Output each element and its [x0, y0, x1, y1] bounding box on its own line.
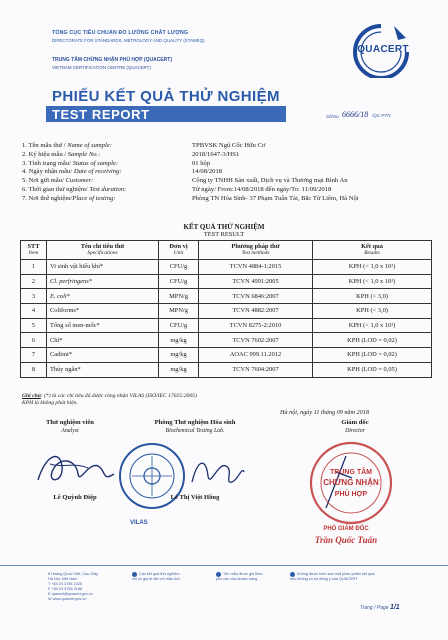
cell-item: 6 [21, 333, 47, 348]
cell-result: KPH (LOD = 0,02) [313, 348, 432, 363]
result-subtitle: TEST RESULT [203, 231, 245, 238]
header-result: Kết quả Results [313, 241, 432, 260]
header-spec: Tên chỉ tiêu thử Specifications [47, 241, 159, 260]
info-value: TPBVSK Ngũ Cốc Hữu Cơ [192, 142, 266, 149]
info-label: 6. Thời gian thử nghiệm/ Test duration: [22, 186, 127, 193]
cell-result: KPH (< 1,0 x 10¹) [313, 274, 432, 289]
info-label: 1. Tên mẫu thử / Name of sample: [22, 142, 112, 149]
doc-number-value: 6666/18 [342, 110, 369, 119]
table-row [21, 318, 432, 333]
page-indicator: Trang / Page 1/1 [360, 604, 400, 611]
signature-lab-subtitle: Biochemical Testing Lab. [165, 428, 225, 434]
cell-spec: Thủy ngân* [47, 362, 159, 377]
cell-item: 5 [21, 318, 47, 333]
cell-unit: mg/kg [159, 333, 199, 348]
info-value: Công ty TNHH Sản xuất, Dịch vụ và Thương mại Bình An [192, 177, 348, 185]
cell-method: TCVN 7604:2007 [199, 362, 313, 377]
svg-text:PHÙ HỢP: PHÙ HỢP [334, 491, 368, 498]
center-name-vn: TRUNG TÂM CHỨNG NHẬN PHÙ HỢP (QUACERT) [52, 57, 172, 63]
cell-item: 4 [21, 304, 47, 319]
header-item: STT Item [21, 241, 47, 260]
cell-spec: Chì* [47, 333, 159, 348]
doc-number-suffix: /QC-PTN [372, 113, 391, 118]
info-label: 4. Ngày nhận mẫu/ Date of receiving: [22, 168, 122, 176]
note-text: Ghi chú: (*) là các chỉ tiêu đã được công nhận VILAS (ISO/IEC 17025:2005) KPH là không phát hiện. [22, 393, 197, 407]
info-value: Từ ngày/ From:14/08/2018 đến ngày/To: 11/09/2018 [192, 186, 332, 193]
info-value: Phòng TN Hóa Sinh- 37 Phạm Tuấn Tài, Bắc Từ Liêm, Hà Nội [192, 194, 359, 202]
cell-method: TCVN 8275-2:2010 [199, 318, 313, 333]
cell-item: 2 [21, 274, 47, 289]
header-unit: Đơn vị Unit [159, 241, 199, 260]
svg-text:CHỨNG NHẬN: CHỨNG NHẬN [323, 478, 379, 487]
table-row [21, 333, 432, 348]
deputy-director-title: PHÓ GIÁM ĐỐC [323, 526, 369, 532]
cell-result: KPH (< 3,0) [313, 304, 432, 319]
org-name-vn: TỔNG CỤC TIÊU CHUẨN ĐO LƯỜNG CHẤT LƯỢNG [52, 30, 189, 36]
cell-method: TCVN 7602:2007 [199, 333, 313, 348]
vilas-mark: VILAS [130, 520, 148, 526]
cell-result: KPH (< 3,0) [313, 289, 432, 304]
issue-date: Hà nội, ngày 11 tháng 09 năm 2018 [280, 409, 369, 416]
cell-spec: Cadimi* [47, 348, 159, 363]
info-value: 2018/1647-3/HS1 [192, 150, 240, 158]
cell-unit: MPN/g [159, 304, 199, 319]
footer-note-1: Các kết quả thử nghiệm chỉ có giá trị đối với mẫu thử. [132, 572, 181, 581]
table-header-row [21, 241, 432, 260]
svg-text:TRUNG TÂM: TRUNG TÂM [330, 469, 372, 476]
cell-spec: Vi sinh vật hiếu khí* [47, 260, 159, 275]
cell-item: 1 [21, 260, 47, 275]
cell-spec: Coliforms* [47, 304, 159, 319]
org-name-en: DIRECTORATE FOR STANDARDS, METROLOGY AND QUALITY (STAMEQ) [52, 38, 205, 43]
cell-method: AOAC 999.11.2012 [199, 348, 313, 363]
cell-method: TCVN 4991:2005 [199, 274, 313, 289]
signature-analyst-subtitle: Analyst [61, 428, 79, 434]
doc-number-label: Số/No. [326, 114, 340, 119]
footer-note-2: Tên mẫu được ghi theo yêu cầu của khách hàng. [216, 572, 263, 581]
signature-director-subtitle: Director [345, 428, 365, 434]
table-row [21, 362, 432, 377]
cell-unit: CFU/g [159, 260, 199, 275]
header-method: Phương pháp thử Test methods [199, 241, 313, 260]
info-value: 01 hộp [192, 159, 211, 167]
info-label: 5. Nơi gửi mẫu/ Customer: [22, 177, 94, 185]
cell-result: KPH (LOD = 0,05) [313, 362, 432, 377]
footer-note-3: Không được trích sao một phần phiếu kết quả nếu không có sự đồng ý của QUACERT. [290, 572, 375, 581]
info-value: 14/08/2018 [192, 168, 223, 176]
cell-method: TCVN 6846:2007 [199, 289, 313, 304]
lab-signature-icon [188, 452, 248, 492]
results-table [20, 240, 432, 378]
cell-spec: Cl. perfringens* [47, 274, 159, 289]
deputy-director-name: Trần Quốc Tuấn [314, 535, 378, 545]
cell-unit: MPN/g [159, 289, 199, 304]
info-label: 3. Tình trạng mẫu/ Status of sample: [22, 159, 119, 167]
cell-item: 8 [21, 362, 47, 377]
cell-item: 3 [21, 289, 47, 304]
footer-address: 8 Hoàng Quốc Việt, Cầu Giấy Hà Nội, Việt Nam T +84 24 3756 1025 F +84 24 3756 3188 E quacert@quacert.gov.vn W www.quacert.gov.vn [48, 572, 98, 601]
center-name-en: VIETNAM CERTIFICATION CENTRE (QUACERT) [52, 65, 151, 70]
official-stamp-icon [308, 440, 394, 526]
signature-director-title: Giám đốc [341, 419, 369, 426]
cell-result: KPH (< 1,0 x 10¹) [313, 318, 432, 333]
cell-method: TCVN 4882:2007 [199, 304, 313, 319]
table-row [21, 289, 432, 304]
signature-lab-title: Phòng Thử nghiệm Hóa sinh [154, 419, 236, 426]
logo-text: QUACERT [357, 44, 409, 55]
table-row [21, 348, 432, 363]
cell-result: KPH (LOD = 0,02) [313, 333, 432, 348]
signature-analyst-name: Lê Quỳnh Điệp [53, 494, 97, 501]
result-title: KẾT QUẢ THỬ NGHIỆM [183, 223, 265, 231]
cell-result: KPH (< 1,0 x 10¹) [313, 260, 432, 275]
table-row [21, 274, 432, 289]
table-row [21, 304, 432, 319]
signature-lab-name: Lê Thị Việt Hồng [170, 494, 220, 501]
cell-item: 7 [21, 348, 47, 363]
cell-unit: CFU/g [159, 318, 199, 333]
signature-analyst-title: Thử nghiệm viên [46, 419, 94, 426]
cell-unit: mg/kg [159, 362, 199, 377]
table-row [21, 260, 432, 275]
cell-spec: Tổng số men-mốc* [47, 318, 159, 333]
report-title-vn: PHIẾU KẾT QUẢ THỬ NGHIỆM [52, 88, 280, 105]
cell-method: TCVN 4884-1:2015 [199, 260, 313, 275]
info-label: 2. Ký hiệu mẫu / Sample No.: [22, 150, 101, 158]
cell-unit: CFU/g [159, 274, 199, 289]
analyst-signature-icon [32, 444, 120, 492]
report-title-en: TEST REPORT [52, 107, 150, 122]
cell-spec: E. coli* [47, 289, 159, 304]
cell-unit: mg/kg [159, 348, 199, 363]
info-label: 7. Nơi thử nghiệm/Place of testing: [22, 194, 116, 202]
